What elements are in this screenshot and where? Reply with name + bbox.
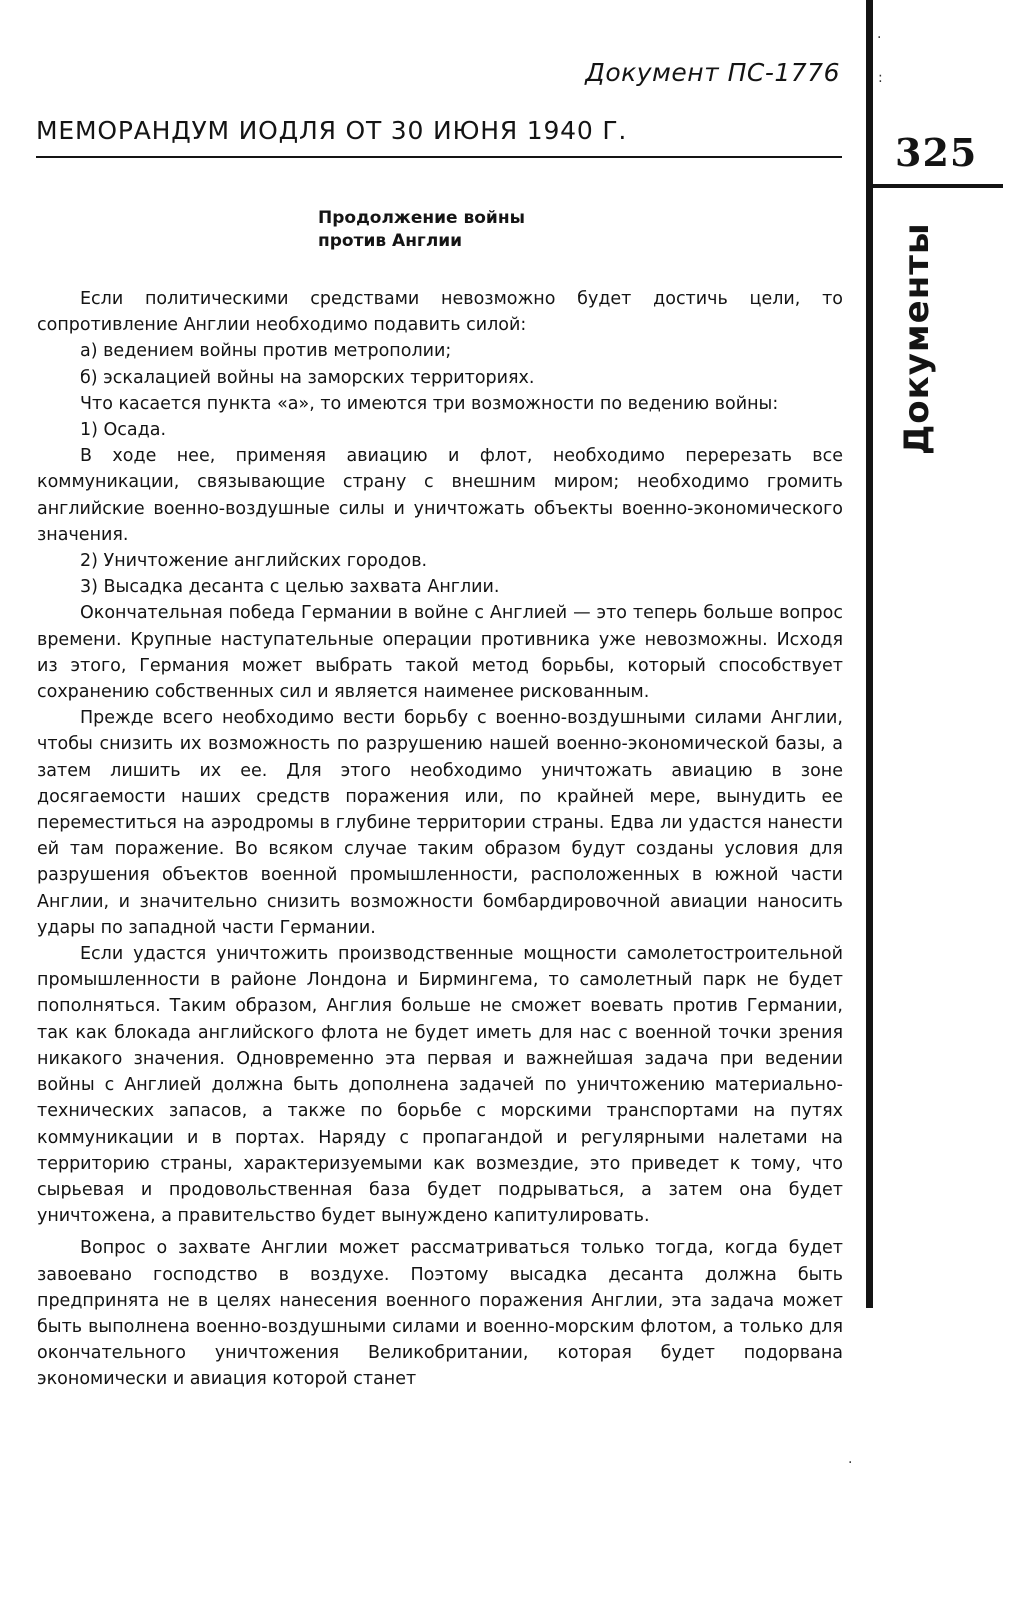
- margin-rule: [866, 0, 873, 1308]
- section-heading: [318, 207, 525, 253]
- paragraph: Если политическими средствами невозможно будет достичь цели, то сопротивление Англии необходимо подавить силой:: [37, 289, 843, 336]
- body-text: [37, 286, 843, 1393]
- page-number-underline: [873, 184, 1003, 188]
- paragraph: 2) Уничтожение английских городов.: [80, 551, 428, 572]
- paragraph: б) эскалацией войны на заморских территориях.: [80, 367, 535, 388]
- paragraph: Что касается пункта «а», то имеются три возможности по ведению войны:: [80, 393, 779, 414]
- scan-speck: :: [878, 70, 883, 86]
- paragraph: 3) Высадка десанта с целью захвата Англии.: [80, 577, 500, 598]
- paragraph: Прежде всего необходимо вести борьбу с военно-воздушными силами Англии, чтобы снизить их возможность по разрушению нашей военно-экономической базы, а затем лишить их ее. Для этого необходимо уничтожать авиацию в зоне досягаемости наших средств поражения или, по крайней мере, вынудить ее переместиться на аэродромы в глубине территории страны. Едва ли удастся нанести ей там поражение. Во всяком случае таким образом будут созданы условия для разрушения объектов военной промышленности, расположенных в южной части Англии, и значительно снизить возможности бомбардировочной авиации наносить удары по западной части Германии.: [37, 708, 843, 938]
- paragraph: Окончательная победа Германии в войне с Англией — это теперь больше вопрос времени. Крупные наступательные операции противника уже невозможны. Исходя из этого, Германия может выбрать такой метод борьбы, который способствует сохранению собственных сил и является наименее рискованным.: [37, 603, 843, 703]
- scan-speck: ·: [877, 30, 882, 46]
- paragraph: а) ведением войны против метрополии;: [80, 341, 452, 362]
- document-title: МЕМОРАНДУМ ИОДЛЯ ОТ 30 ИЮНЯ 1940 Г.: [36, 116, 628, 145]
- document-number: Документ ПС-1776: [585, 58, 840, 87]
- paragraph: Если удастся уничтожить производственные мощности самолетостроительной промышленности в районе Лондона и Бирмингема, то самолетный парк не будет пополняться. Таким образом, Англия больше не сможет воевать против Германии, так как блокада английского флота не будет иметь для нас с военной точки зрения никакого значения. Одновременно эта первая и важнейшая задача при ведении войны с Англией должна быть дополнена задачей по уничтожению материально-технических запасов, а также по борьбе с морскими транспортами на путях коммуникации и в портах. Наряду с пропагандой и регулярными налетами на территорию страны, характеризуемыми как возмездие, это приведет к тому, что сырьевая и продовольственная база будет подрываться, а затем она будет уничтожена, а правительство будет вынуждено капитулировать.: [37, 944, 843, 1227]
- page-number: 325: [895, 130, 978, 175]
- section-heading-line-2: против Англии: [318, 231, 463, 251]
- section-label: Документы: [897, 222, 937, 455]
- paragraph: 1) Осада.: [80, 420, 167, 441]
- title-divider: [36, 156, 842, 158]
- section-heading-line-1: Продолжение войны: [318, 208, 525, 228]
- scan-speck: ·: [848, 1455, 853, 1471]
- paragraph: Вопрос о захвате Англии может рассматриваться только тогда, когда будет завоевано господство в воздухе. Поэтому высадка десанта должна быть предпринята не в целях нанесения военного поражения Англии, эта задача может быть выполнена военно-воздушными силами и военно-морским флотом, а только для окончательного уничтожения Великобритании, которая будет подорвана экономически и авиация которой станет: [37, 1238, 843, 1390]
- paragraph: В ходе нее, применяя авиацию и флот, необходимо перерезать все коммуникации, связывающие страну с внешним миром; необходимо громить английские военно-воздушные силы и уничтожать объекты военно-экономического значения.: [37, 446, 843, 545]
